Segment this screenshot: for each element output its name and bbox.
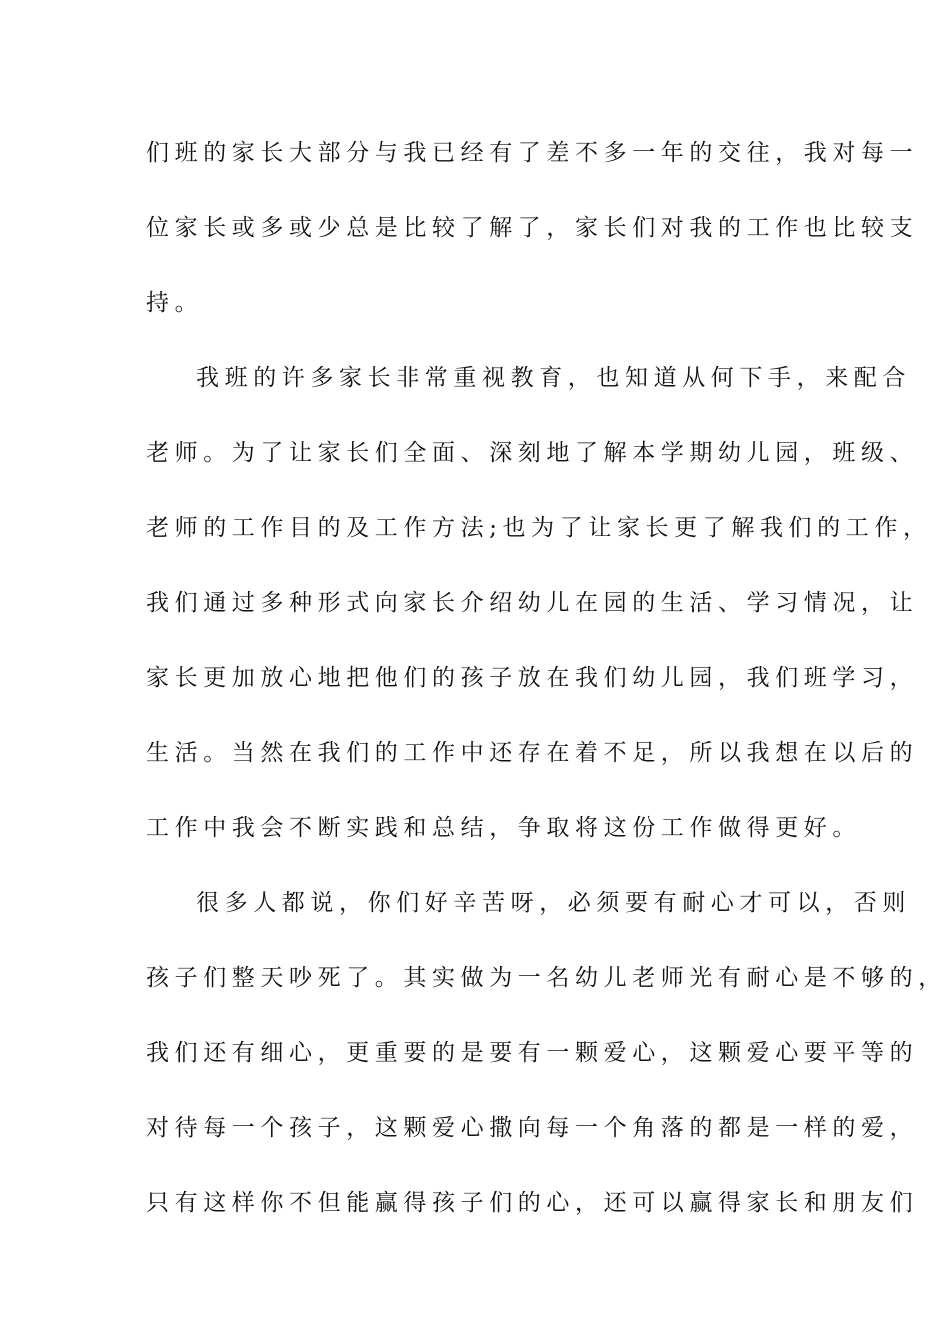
- text-line: 只有这样你不但能赢得孩子们的心，还可以赢得家长和朋友们: [146, 1190, 919, 1216]
- text-line: 生活。当然在我们的工作中还存在着不足，所以我想在以后的: [146, 740, 919, 766]
- paragraph-start-line: 我班的许多家长非常重视教育，也知道从何下手，来配合: [196, 365, 911, 391]
- text-line: 工作中我会不断实践和总结，争取将这份工作做得更好。: [146, 815, 861, 841]
- text-line: 我们还有细心，更重要的是要有一颗爱心，这颗爱心要平等的: [146, 1040, 919, 1066]
- text-line: 家长更加放心地把他们的孩子放在我们幼儿园，我们班学习，: [146, 665, 919, 691]
- document-body: [146, 128, 947, 1253]
- text-line: 我们通过多种形式向家长介绍幼儿在园的生活、学习情况，让: [146, 590, 919, 616]
- text-line: 持。: [146, 290, 204, 316]
- text-line: 孩子们整天吵死了。其实做为一名幼儿老师光有耐心是不够的，: [146, 965, 947, 991]
- text-line: 老师的工作目的及工作方法;也为了让家长更了解我们的工作，: [146, 515, 932, 541]
- text-line: 位家长或多或少总是比较了解了，家长们对我的工作也比较支: [146, 215, 919, 241]
- text-line: 们班的家长大部分与我已经有了差不多一年的交往，我对每一: [146, 140, 919, 166]
- text-line: 老师。为了让家长们全面、深刻地了解本学期幼儿园，班级、: [146, 440, 919, 466]
- paragraph-start-line: 很多人都说，你们好辛苦呀，必须要有耐心才可以，否则: [196, 890, 911, 916]
- text-line: 对待每一个孩子，这颗爱心撒向每一个角落的都是一样的爱，: [146, 1115, 919, 1141]
